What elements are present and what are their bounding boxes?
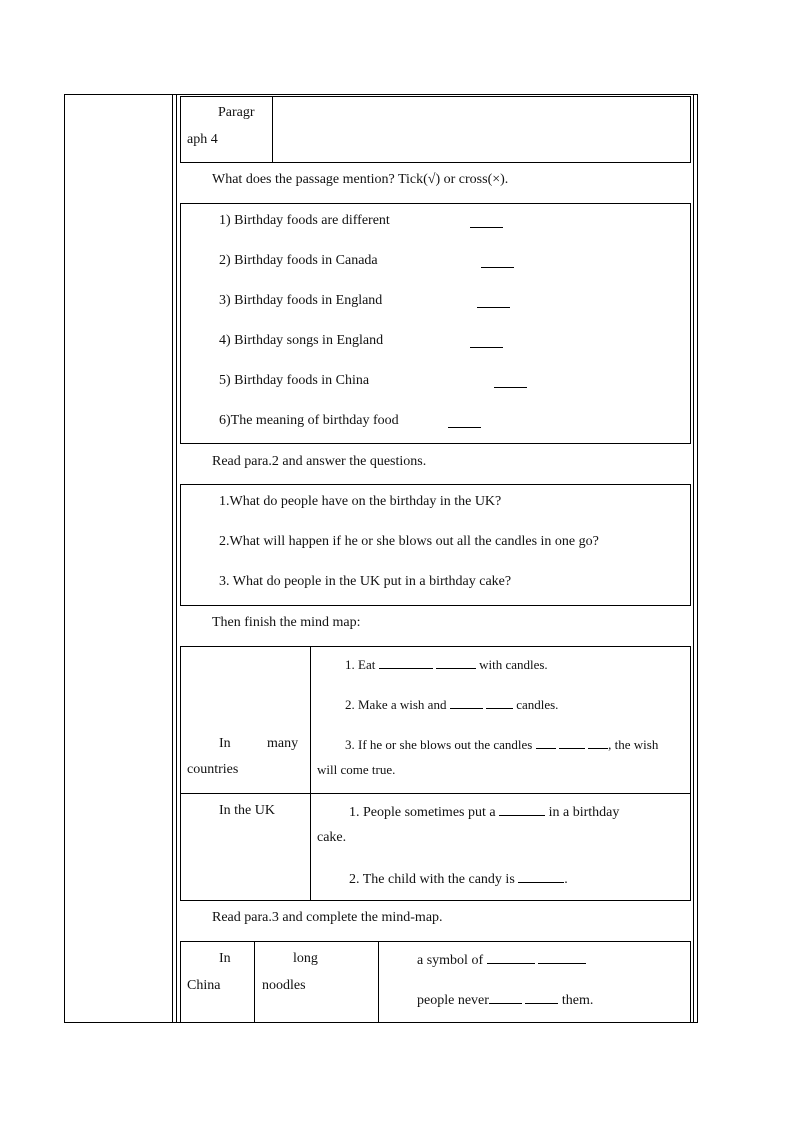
row2-item1-blank[interactable] xyxy=(499,803,545,816)
row2-item1-pre: 1. People sometimes put a xyxy=(349,805,496,820)
china-line2-pre: people never xyxy=(417,993,489,1008)
row1-item3-blank-c[interactable] xyxy=(588,736,608,749)
para2-question-3: 3. What do people in the UK put in a birthday cake? xyxy=(219,574,512,589)
row1-item1-post: with candles. xyxy=(479,657,548,672)
row2-item1 xyxy=(349,803,619,821)
para2-instruction: Read para.2 and answer the questions. xyxy=(212,454,427,469)
row2-item2 xyxy=(349,870,568,888)
china-label-in: In xyxy=(219,951,231,966)
china-line1-blank-b[interactable] xyxy=(538,951,586,964)
mindmap1-col-divider xyxy=(310,646,311,901)
outer-bottom-border xyxy=(64,1022,698,1023)
paragraph-4-table xyxy=(180,96,691,163)
china-line1 xyxy=(417,951,586,969)
row1-item3-blank-a[interactable] xyxy=(536,736,556,749)
paragraph-label-line2: aph 4 xyxy=(187,132,218,147)
mention-item-5: 5) Birthday foods in China xyxy=(219,373,370,388)
mindmap1-row-divider xyxy=(180,793,691,794)
column-divider xyxy=(172,94,173,1023)
row1-item2-pre: 2. Make a wish and xyxy=(345,697,447,712)
paragraph-4-divider xyxy=(272,96,273,163)
outer-left-border xyxy=(64,94,65,1023)
outer-top-border xyxy=(64,94,698,95)
answer-blank-6[interactable] xyxy=(448,415,481,428)
mention-item-1: 1) Birthday foods are different xyxy=(219,213,390,228)
answer-blank-2[interactable] xyxy=(481,255,514,268)
row1-item2 xyxy=(345,696,558,713)
row1-item3-post: , the wish xyxy=(608,737,659,752)
inner-right-border xyxy=(693,94,694,1023)
mention-item-4: 4) Birthday songs in England xyxy=(219,333,384,348)
row2-label: In the UK xyxy=(219,803,275,818)
row1-item3-pre: 3. If he or she blows out the candles xyxy=(345,737,533,752)
row1-label-many: many xyxy=(267,736,299,751)
row2-item2-pre: 2. The child with the candy is xyxy=(349,872,515,887)
para2-question-2: 2.What will happen if he or she blows out all the candles in one go? xyxy=(219,534,599,549)
answer-blank-4[interactable] xyxy=(470,335,503,348)
paragraph-label-line1: Paragr xyxy=(218,105,255,120)
row1-item3 xyxy=(345,736,658,753)
row1-label-in: In xyxy=(219,736,231,751)
answer-blank-5[interactable] xyxy=(494,375,527,388)
para2-question-1: 1.What do people have on the birthday in the UK? xyxy=(219,494,502,509)
mindmap2-left-border xyxy=(180,941,181,1023)
row1-item2-post: candles. xyxy=(516,697,559,712)
row1-item2-blank-b[interactable] xyxy=(486,696,513,709)
row2-item2-blank[interactable] xyxy=(518,870,564,883)
mention-item-3: 3) Birthday foods in England xyxy=(219,293,383,308)
mindmap2-divider-2 xyxy=(378,941,379,1023)
outer-right-border xyxy=(697,94,698,1023)
china-line1-blank-a[interactable] xyxy=(487,951,535,964)
mindmap1-instruction: Then finish the mind map: xyxy=(212,615,361,630)
row2-item2-post: . xyxy=(564,872,568,887)
row1-item2-blank-a[interactable] xyxy=(450,696,483,709)
row1-item1-blank-a[interactable] xyxy=(379,656,433,669)
mention-item-2: 2) Birthday foods in Canada xyxy=(219,253,378,268)
mindmap2-right-border xyxy=(690,941,691,1023)
answer-blank-3[interactable] xyxy=(477,295,510,308)
mindmap2-instruction: Read para.3 and complete the mind-map. xyxy=(212,910,443,925)
noodles-label-noodles: noodles xyxy=(262,978,306,993)
noodles-label-long: long xyxy=(293,951,318,966)
mention-box xyxy=(180,203,691,444)
row1-item1 xyxy=(345,656,548,673)
row1-item1-blank-b[interactable] xyxy=(436,656,476,669)
row1-item3-cont: will come true. xyxy=(317,762,396,777)
mindmap2-divider-1 xyxy=(254,941,255,1023)
mention-instruction: What does the passage mention? Tick(√) or cross(×). xyxy=(212,172,509,187)
china-line2-blank-a[interactable] xyxy=(489,991,522,1004)
row1-item1-pre: 1. Eat xyxy=(345,657,376,672)
mindmap1-table xyxy=(180,646,691,901)
answer-blank-1[interactable] xyxy=(470,215,503,228)
row2-item1-post: in a birthday xyxy=(548,805,620,820)
row1-item3-blank-b[interactable] xyxy=(559,736,585,749)
mention-item-6: 6)The meaning of birthday food xyxy=(219,413,399,428)
inner-left-border xyxy=(176,94,177,1023)
china-line2-blank-b[interactable] xyxy=(525,991,558,1004)
china-label-china: China xyxy=(187,978,221,993)
china-line1-pre: a symbol of xyxy=(417,953,484,968)
china-line2-post: them. xyxy=(561,993,594,1008)
row1-label-countries: countries xyxy=(187,762,239,777)
china-line2 xyxy=(417,991,593,1009)
row2-item1-cont: cake. xyxy=(317,830,347,845)
mindmap2-top-border xyxy=(180,941,691,942)
